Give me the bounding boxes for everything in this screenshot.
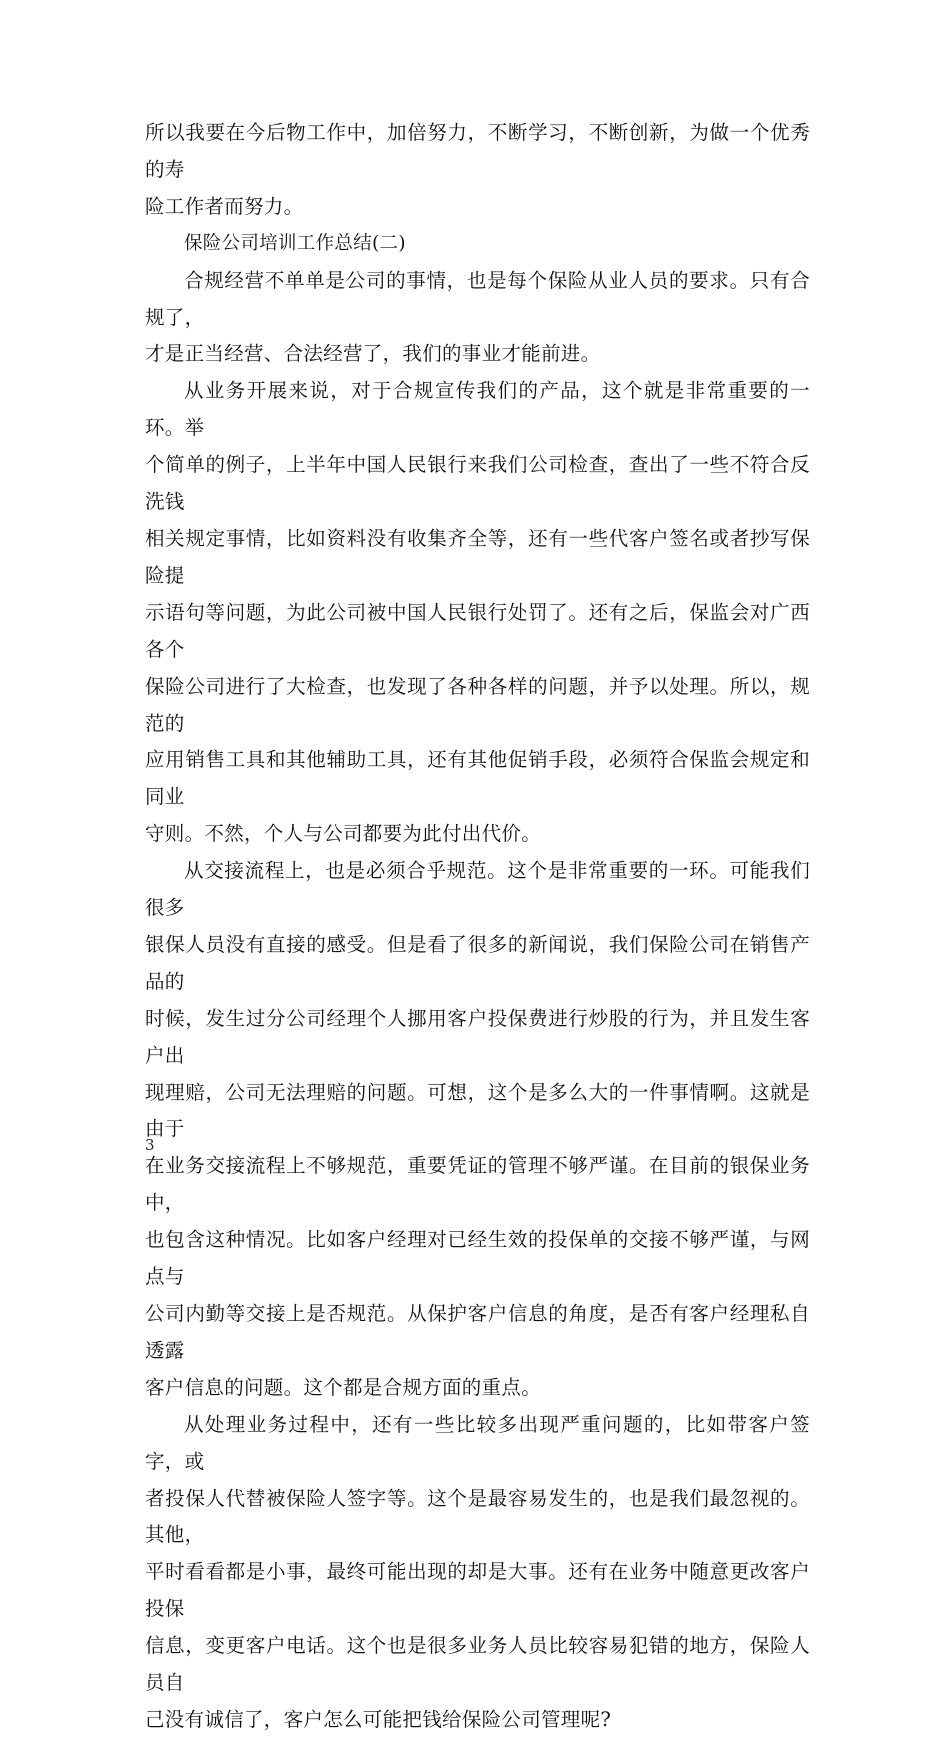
paragraph-closing: 所以我要在今后物工作中，加倍努力，不断学习，不断创新，为做一个优秀的寿 险工作者而努力。 [145, 121, 810, 218]
document-body [145, 115, 810, 1739]
paragraph-handover-process: 从交接流程上，也是必须合乎规范。这个是非常重要的一环。可能我们很多 银保人员没有直接的感受。但是看了很多的新闻说，我们保险公司在销售产品的 时候，发生过分公司经理个人挪用客户投保费进行炒股的行为，并且发生客户出 现理赔，公司无法理赔的问题。可想，这个是多么大的一件事情啊。这就是由于 在业务交接流程上不够规范，重要凭证的管理不够严谨。在目前的银保业务中， 也包含这种情况。比如客户经理对已经生效的投保单的交接不够严谨，与网点与 公司内勤等交接上是否规范。从保护客户信息的角度，是否有客户经理私自透露 客户信息的问题。这个都是合规方面的重点。 [145, 859, 810, 1399]
paragraph-compliance-intro: 合规经营不单单是公司的事情，也是每个保险从业人员的要求。只有合规了， 才是正当经营、合法经营了，我们的事业才能前进。 [145, 268, 810, 366]
section-heading: 保险公司培训工作总结(二) [184, 232, 406, 254]
paragraph-business-handling: 从处理业务过程中，还有一些比较多出现严重问题的，比如带客户签字，或 者投保人代替被保险人签字等。这个是最容易发生的，也是我们最忽视的。其他， 平时看看都是小事，最终可能出现的却是大事。还有在业务中随意更改客户投保 信息，变更客户电话。这个也是很多业务人员比较容易犯错的地方，保险人员自 己没有诚信了，客户怎么可能把钱给保险公司管理呢? [145, 1412, 810, 1731]
page-number: 3 [145, 1136, 155, 1154]
paragraph-business-development: 从业务开展来说，对于合规宣传我们的产品，这个就是非常重要的一环。举 个简单的例子，上半年中国人民银行来我们公司检查，查出了一些不符合反洗钱 相关规定事情，比如资料没有收集齐全等，还有一些代客户签名或者抄写保险提 示语句等问题，为此公司被中国人民银行处罚了。还有之后，保监会对广西各个 保险公司进行了大检查，也发现了各种各样的问题，并予以处理。所以，规范的 应用销售工具和其他辅助工具，还有其他促销手段，必须符合保监会规定和同业 守则。不然，个人与公司都要为此付出代价。 [145, 379, 810, 846]
